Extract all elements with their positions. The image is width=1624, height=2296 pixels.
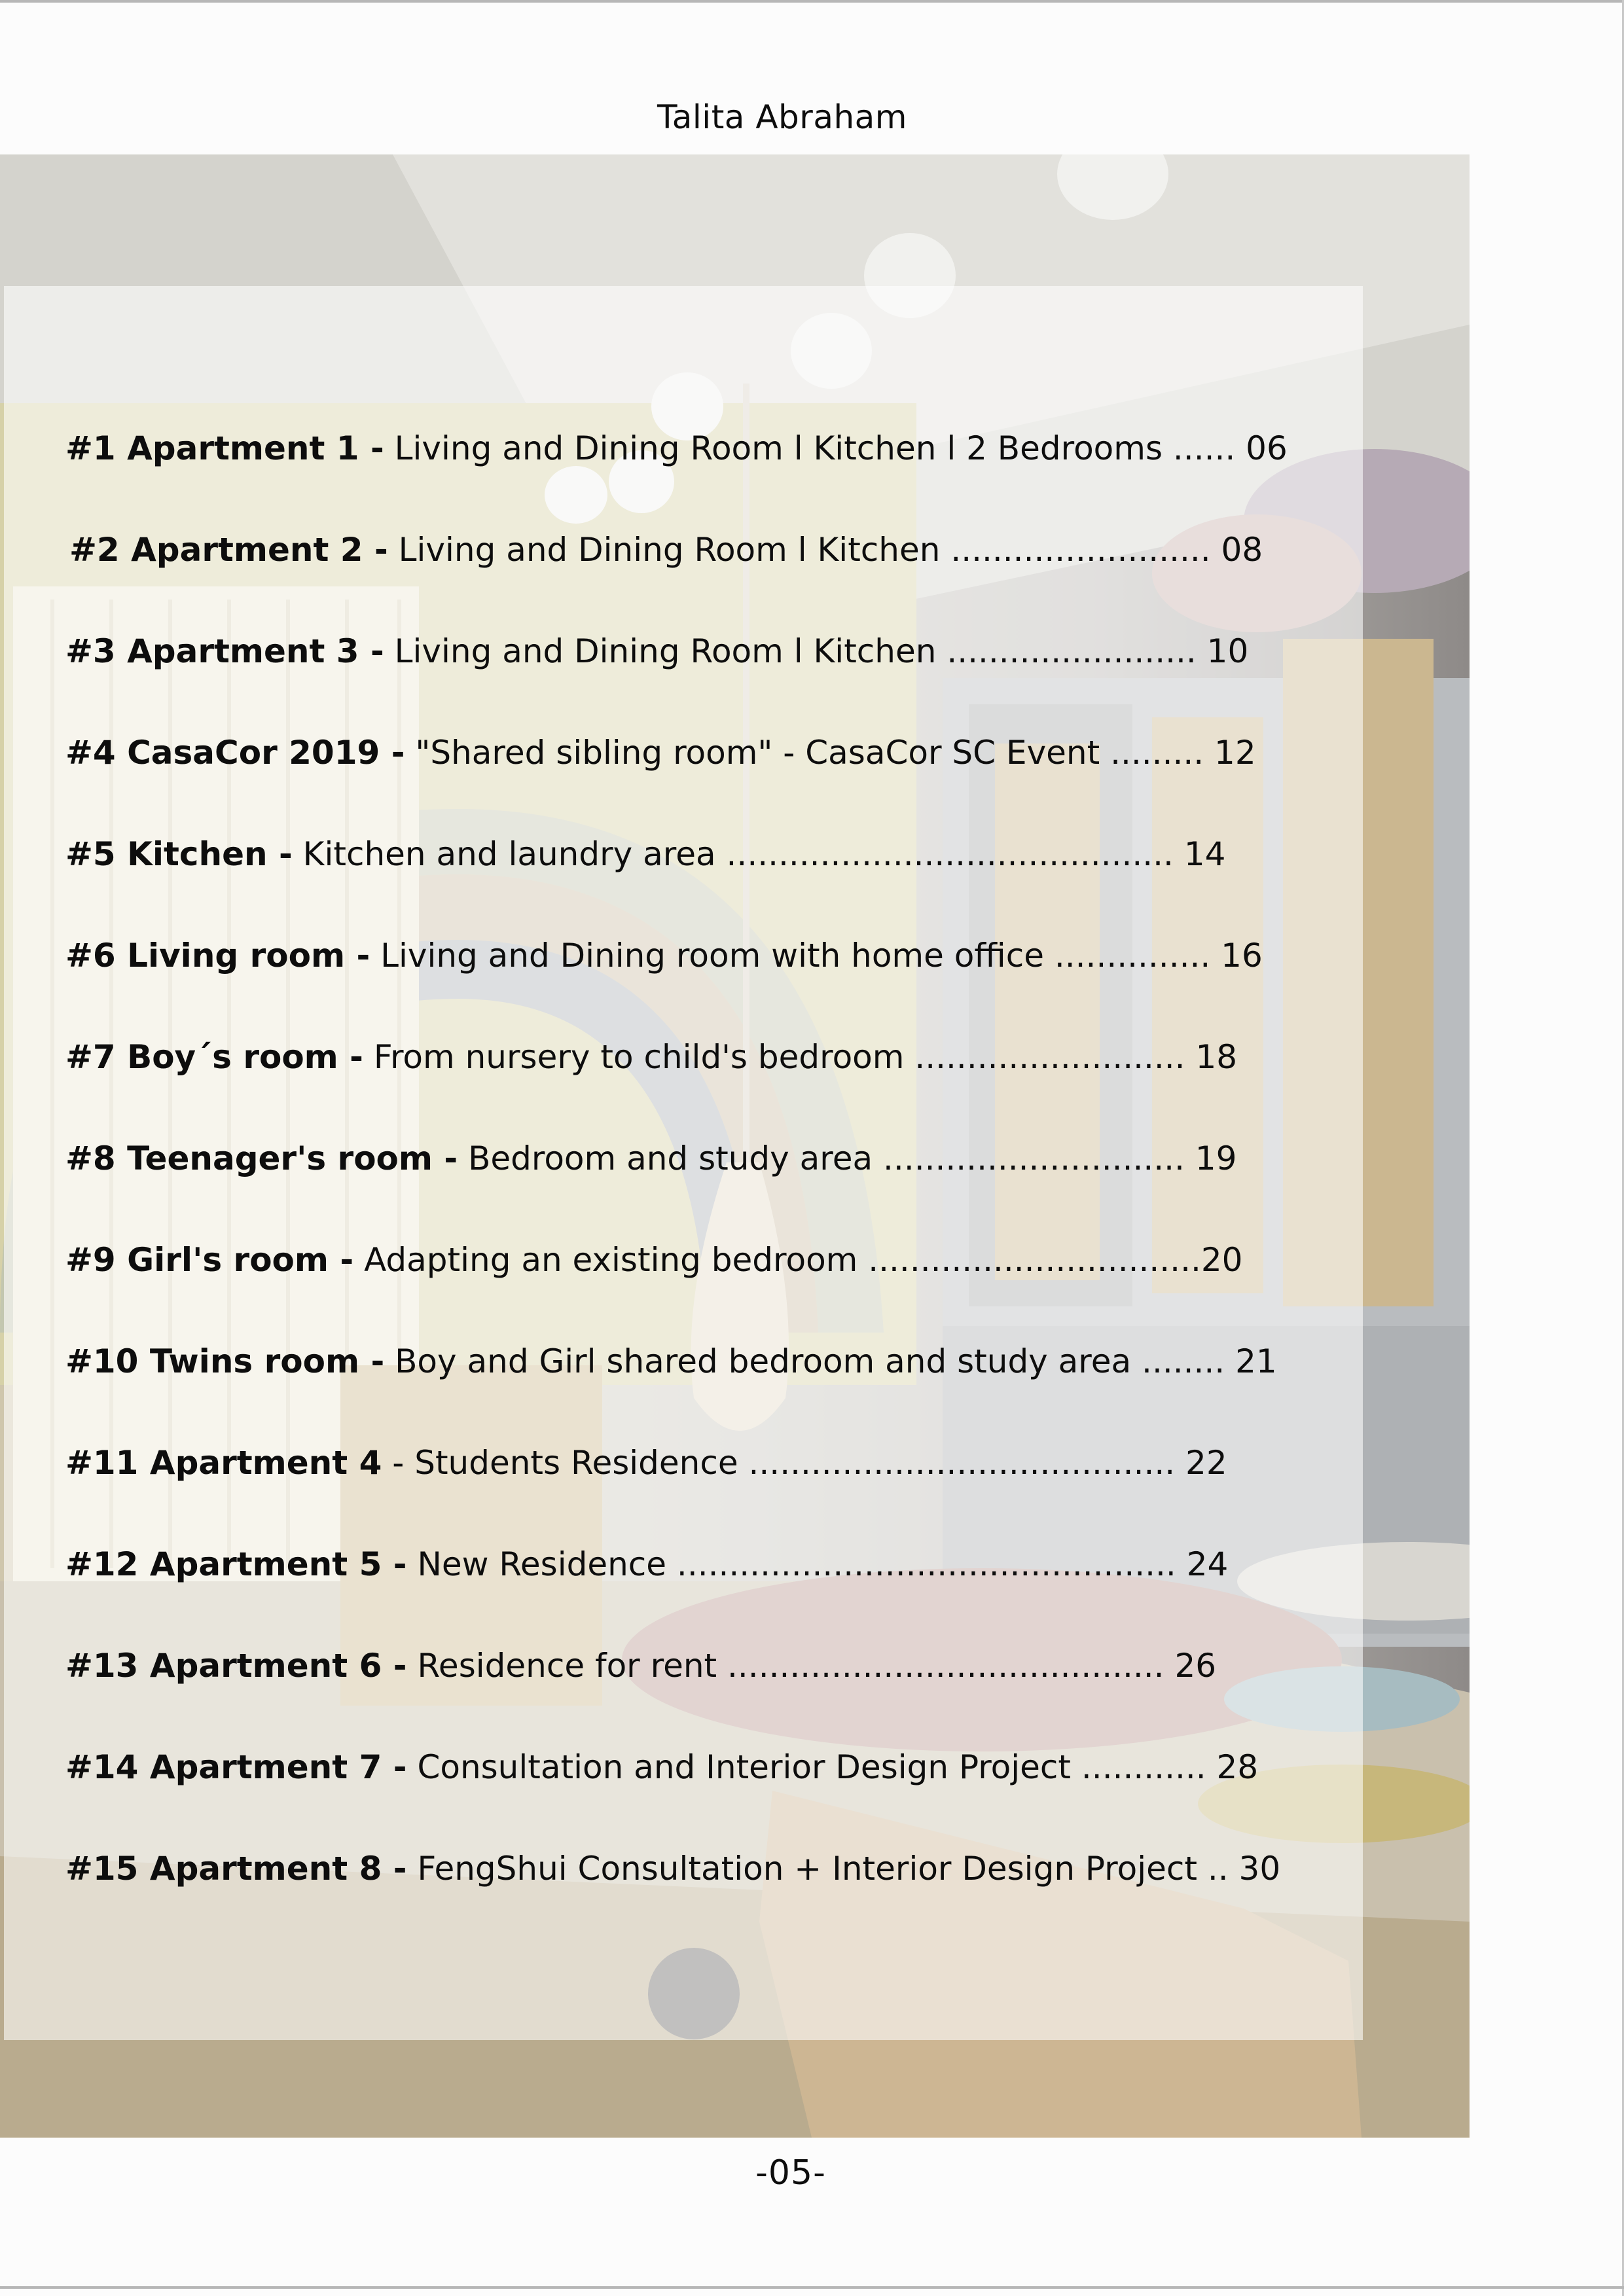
toc-entry[interactable] <box>65 520 1309 622</box>
author-header: Talita Abraham <box>657 98 907 136</box>
toc-entry-description: New Residence ................................................ 24 <box>406 1545 1229 1583</box>
toc-entry[interactable] <box>65 1028 1309 1129</box>
toc-entry-number: #2 Apartment 2 - <box>69 531 388 569</box>
toc-entry[interactable] <box>65 825 1309 926</box>
toc-entry-description: FengShui Consultation + Interior Design Project .. 30 <box>406 1850 1281 1888</box>
toc-entry[interactable] <box>65 1433 1309 1535</box>
toc-entry-number: #3 Apartment 3 - <box>65 632 384 670</box>
toc-entry[interactable] <box>65 1738 1309 1839</box>
toc-entry[interactable] <box>65 1839 1309 1941</box>
page-border-bottom <box>0 2286 1624 2289</box>
toc-entry-number: #10 Twins room - <box>65 1342 385 1380</box>
toc-entry[interactable] <box>65 1535 1309 1636</box>
toc-entry[interactable] <box>65 1230 1309 1332</box>
toc-entry-number: #9 Girl's room - <box>65 1241 354 1279</box>
toc-entry-description: Boy and Girl shared bedroom and study area ........ 21 <box>384 1342 1277 1380</box>
page-number: -05- <box>755 2153 826 2193</box>
toc-entry-description: Living and Dining Room l Kitchen ......................... 08 <box>388 531 1263 569</box>
toc-entry-description: Adapting an existing bedroom ................................20 <box>353 1241 1243 1279</box>
toc-entry-description: Kitchen and laundry area ........................................... 14 <box>292 835 1226 873</box>
toc-entry-number: #7 Boy´s room - <box>65 1038 363 1076</box>
toc-entry-number: #4 CasaCor 2019 - <box>65 734 405 772</box>
toc-entry-number: #14 Apartment 7 - <box>65 1748 407 1786</box>
toc-entry[interactable] <box>65 926 1309 1028</box>
toc-entry-number: #6 Living room - <box>65 937 370 975</box>
table-of-contents <box>65 419 1309 1941</box>
toc-entry-number: #1 Apartment 1 - <box>65 429 384 467</box>
toc-entry-number: #15 Apartment 8 - <box>65 1850 407 1888</box>
toc-entry-description: From nursery to child's bedroom .......................... 18 <box>363 1038 1238 1076</box>
toc-entry-description: "Shared sibling room" - CasaCor SC Event ......... 12 <box>405 734 1256 772</box>
toc-entry-description: Consultation and Interior Design Project ............ 28 <box>406 1748 1259 1786</box>
toc-entry-number: #8 Teenager's room - <box>65 1139 458 1177</box>
toc-entry-description: Living and Dining Room l Kitchen l 2 Bedrooms ...... 06 <box>384 429 1288 467</box>
toc-entry[interactable] <box>65 1129 1309 1230</box>
toc-entry-description: - Students Residence ......................................... 22 <box>382 1444 1227 1482</box>
toc-entry[interactable] <box>65 622 1309 723</box>
toc-entry[interactable] <box>65 723 1309 825</box>
toc-entry-number: #13 Apartment 6 - <box>65 1647 407 1685</box>
toc-entry-description: Bedroom and study area ............................. 19 <box>458 1139 1237 1177</box>
toc-entry-number: #12 Apartment 5 - <box>65 1545 407 1583</box>
toc-entry[interactable] <box>65 1332 1309 1433</box>
toc-entry-description: Living and Dining room with home office ............... 16 <box>370 937 1263 975</box>
toc-entry-description: Residence for rent .......................................... 26 <box>406 1647 1217 1685</box>
toc-entry-number: #5 Kitchen - <box>65 835 293 873</box>
toc-entry-description: Living and Dining Room l Kitchen ........................ 10 <box>384 632 1249 670</box>
page-border-top <box>0 0 1624 3</box>
toc-entry[interactable] <box>65 419 1309 520</box>
toc-entry[interactable] <box>65 1636 1309 1738</box>
toc-entry-number: #11 Apartment 4 <box>65 1444 382 1482</box>
